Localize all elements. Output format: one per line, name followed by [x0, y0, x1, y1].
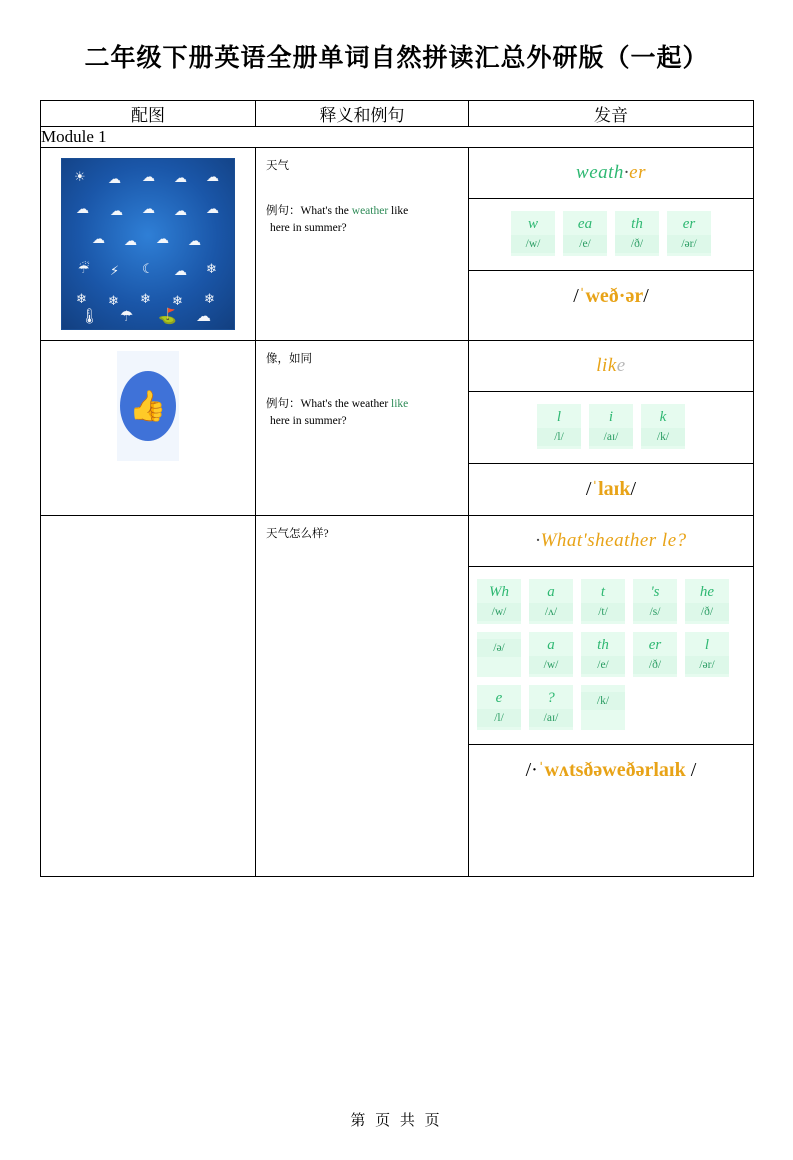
phoneme-chip: t /t/: [581, 579, 625, 624]
word-spelling: [469, 148, 753, 199]
ipa-body: laɪk: [598, 478, 631, 500]
phoneme-chip: l /ər/: [685, 632, 729, 677]
module-row: [41, 127, 754, 148]
phoneme-chip: w /w/: [511, 211, 555, 256]
example-part-b: like: [388, 204, 409, 217]
phoneme-chip: /ə/: [477, 632, 521, 677]
meaning-cell: [256, 516, 469, 877]
example-highlight: weather: [351, 204, 389, 217]
phoneme-chip: /k/: [581, 685, 625, 730]
stress-mark: ˈ: [578, 285, 586, 307]
phoneme-chip: th /ð/: [615, 211, 659, 256]
example-part-a: What's the: [300, 204, 352, 217]
table-row: [41, 516, 754, 877]
stress-mark: ˈ: [537, 759, 545, 781]
weather-collage-image: ☀ ☁ ☁ ☁ ☁ ☁ ☁ ☁ ☁ ☁ ☁ ☁ ☁ ☁ ☔ ⚡ ☾ ☁ ❄ ❄ ❄ ❄ ❄ ❄ 🌡 ☂ ⛳ ☁: [61, 158, 235, 330]
phoneme-chip: l /l/: [537, 404, 581, 449]
example-prefix: 例句：: [266, 204, 301, 217]
phoneme-chip: er /ð/: [633, 632, 677, 677]
meaning-chinese: 天气: [266, 160, 289, 172]
page-title: 二年级下册英语全册单词自然拼读汇总外研版（一起）: [84, 44, 709, 72]
phoneme-chip-group: [469, 392, 753, 464]
word-part-silent: e: [616, 355, 626, 376]
meaning-chinese: 像，如同: [266, 353, 312, 365]
picture-cell: [41, 341, 256, 516]
thumbs-up-image: [117, 351, 179, 461]
document-page: [0, 38, 793, 1160]
meaning-cell: [256, 148, 469, 341]
word-part: er: [629, 162, 646, 183]
phoneme-chip: ea /e/: [563, 211, 607, 256]
word-separator: ·: [623, 162, 630, 183]
example-sentence: [266, 396, 460, 431]
full-ipa-transcription: /·ˈwʌtsðəweðərlaɪk /: [525, 759, 697, 781]
word-part: weath: [576, 162, 624, 183]
phoneme-chip: ? /aɪ/: [529, 685, 573, 730]
word-part: What'sheather le?: [540, 530, 687, 551]
phoneme-chip: th /e/: [581, 632, 625, 677]
ipa-body: weð·ər: [585, 285, 644, 307]
phoneme-chip: 's /s/: [633, 579, 677, 624]
word-spelling: [469, 341, 753, 392]
full-ipa-transcription: /ˈweð·ər/: [573, 285, 649, 307]
phoneme-chip: a /w/: [529, 632, 573, 677]
phoneme-chip: Wh /w/: [477, 579, 521, 624]
word-part: lik: [596, 355, 617, 376]
thumbs-up-icon: 👍: [120, 371, 176, 441]
phoneme-chip-group: [469, 567, 753, 745]
phoneme-chip: i /aɪ/: [589, 404, 633, 449]
word-separator: ·: [535, 530, 541, 551]
example-sentence: [266, 203, 460, 238]
example-prefix: 例句：: [266, 397, 301, 410]
column-header-meaning: 释义和例句: [256, 101, 469, 127]
example-part-a: What's the weather: [300, 397, 392, 410]
word-spelling: [469, 516, 753, 567]
table-header-row: [41, 101, 754, 127]
table-row: [41, 341, 754, 516]
vocabulary-table: [40, 100, 754, 877]
meaning-chinese: 天气怎么样?: [266, 528, 329, 540]
meaning-cell: [256, 341, 469, 516]
table-row: [41, 148, 754, 341]
picture-cell: [41, 148, 256, 341]
phoneme-chip: a /ʌ/: [529, 579, 573, 624]
full-ipa-transcription: /ˈlaɪk/: [585, 478, 637, 500]
stress-mark: ˈ: [591, 478, 599, 500]
phoneme-chip: e /l/: [477, 685, 521, 730]
module-label: Module 1: [41, 127, 754, 148]
page-footer: 第 页 共 页: [350, 1113, 443, 1129]
pronunciation-cell: [469, 516, 754, 877]
example-line2: here in summer?: [270, 221, 347, 234]
phoneme-chip: er /ər/: [667, 211, 711, 256]
pronunciation-cell: [469, 341, 754, 516]
example-line2: here in summer?: [270, 414, 347, 427]
picture-cell: [41, 516, 256, 877]
example-highlight: like: [391, 397, 409, 410]
column-header-picture: 配图: [41, 101, 256, 127]
pronunciation-cell: [469, 148, 754, 341]
ipa-body: wʌtsðəweðərlaɪk: [544, 759, 686, 781]
phoneme-chip: he /ð/: [685, 579, 729, 624]
column-header-pronunciation: 发音: [469, 101, 754, 127]
phoneme-chip: k /k/: [641, 404, 685, 449]
phoneme-chip-group: [469, 199, 753, 271]
